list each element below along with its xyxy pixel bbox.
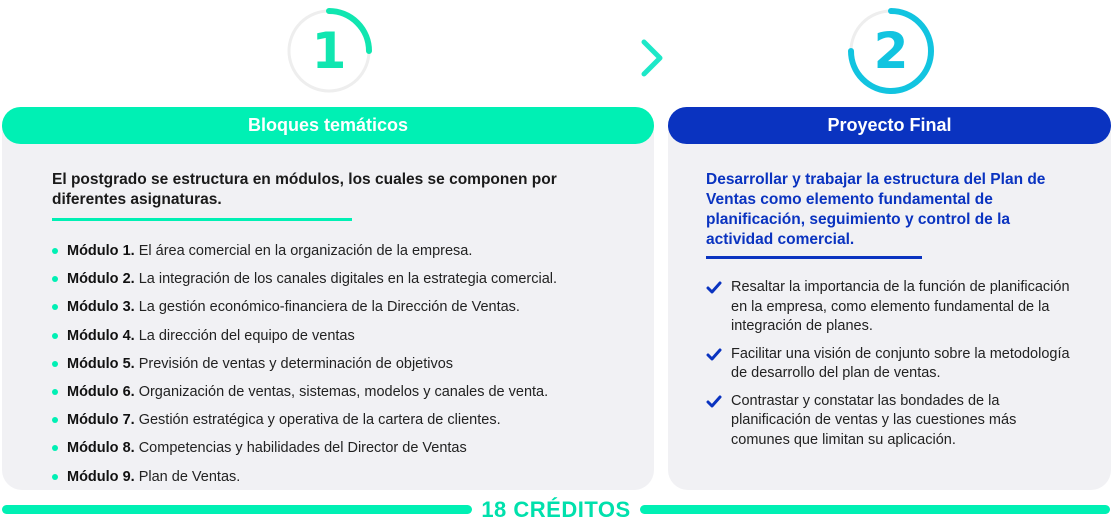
module-label: Módulo 6. (67, 383, 135, 400)
dot-icon (52, 361, 58, 367)
divider (706, 256, 922, 259)
step-number: 1 (311, 22, 347, 80)
list-item (706, 392, 1076, 451)
thematic-blocks-card (2, 107, 654, 490)
credits-label: 18 CRÉDITOS (481, 497, 631, 522)
credits-bar-right (640, 505, 1110, 514)
module-text: La gestión económico-financiera de la Dirección de Ventas. (138, 299, 520, 316)
dot-icon (52, 248, 58, 254)
dot-icon (52, 389, 58, 395)
module-text: Plan de Ventas. (138, 468, 241, 485)
module-label: Módulo 7. (67, 412, 135, 429)
list-item (52, 326, 557, 354)
step-1-indicator (284, 6, 374, 96)
list-item (706, 278, 1076, 337)
objective-text: Facilitar una visión de conjunto sobre la metodología de desarrollo del plan de ventas. (731, 345, 1070, 381)
chevron-right-icon (636, 38, 670, 78)
module-text: Competencias y habilidades del Director de Ventas (138, 440, 467, 457)
checkmark-icon (706, 281, 722, 294)
module-text: La dirección del equipo de ventas (138, 327, 355, 344)
module-text: Previsión de ventas y determinación de objetivos (138, 355, 454, 372)
thematic-blocks-title: Bloques temáticos (2, 107, 654, 144)
module-label: Módulo 4. (67, 327, 135, 344)
intro-text: El postgrado se estructura en módulos, los cuales se componen por diferentes asignaturas. (52, 171, 557, 208)
dot-icon (52, 474, 58, 480)
objective-text: Contrastar y constatar las bondades de la planificación de ventas y las cuestiones más comunes que limitan su aplicación. (731, 392, 1017, 448)
divider (52, 218, 352, 221)
module-text: La integración de los canales digitales en la estrategia comercial. (138, 271, 558, 288)
module-label: Módulo 5. (67, 355, 135, 372)
list-item (52, 382, 557, 410)
dot-icon (52, 304, 58, 310)
objective-text: Resaltar la importancia de la función de planificación en la empresa, como elemento fundamental de la integración de planes. (731, 279, 1070, 334)
module-text: El área comercial en la organización de la empresa. (138, 243, 473, 259)
dot-icon (52, 445, 58, 451)
step-number: 2 (873, 22, 909, 80)
credits-bar-left (2, 505, 472, 514)
module-label: Módulo 1. (67, 243, 135, 259)
dot-icon (52, 333, 58, 339)
module-label: Módulo 3. (67, 299, 135, 316)
module-label: Módulo 2. (67, 271, 135, 288)
objective-list (706, 278, 1076, 458)
list-item (52, 269, 557, 297)
module-text: Organización de ventas, sistemas, modelos y canales de venta. (138, 383, 549, 400)
final-project-card (668, 107, 1111, 490)
list-item (52, 241, 557, 269)
checkmark-icon (706, 348, 722, 361)
module-label: Módulo 9. (67, 468, 135, 485)
checkmark-icon (706, 395, 722, 408)
list-item (52, 410, 557, 438)
list-item (706, 345, 1076, 384)
module-text: Gestión estratégica y operativa de la cartera de clientes. (138, 412, 501, 429)
step-2-indicator (846, 6, 936, 96)
dot-icon (52, 417, 58, 423)
goal-text: Desarrollar y trabajar la estructura del Plan de Ventas como elemento fundamental de planificación, seguimiento y control de la actividad comercial. (706, 171, 1046, 248)
list-item (52, 297, 557, 325)
dot-icon (52, 276, 58, 282)
module-label: Módulo 8. (67, 440, 135, 457)
list-item (52, 438, 557, 466)
final-project-title: Proyecto Final (668, 107, 1111, 144)
list-item (52, 354, 557, 382)
module-list (52, 241, 557, 495)
list-item (52, 467, 557, 495)
